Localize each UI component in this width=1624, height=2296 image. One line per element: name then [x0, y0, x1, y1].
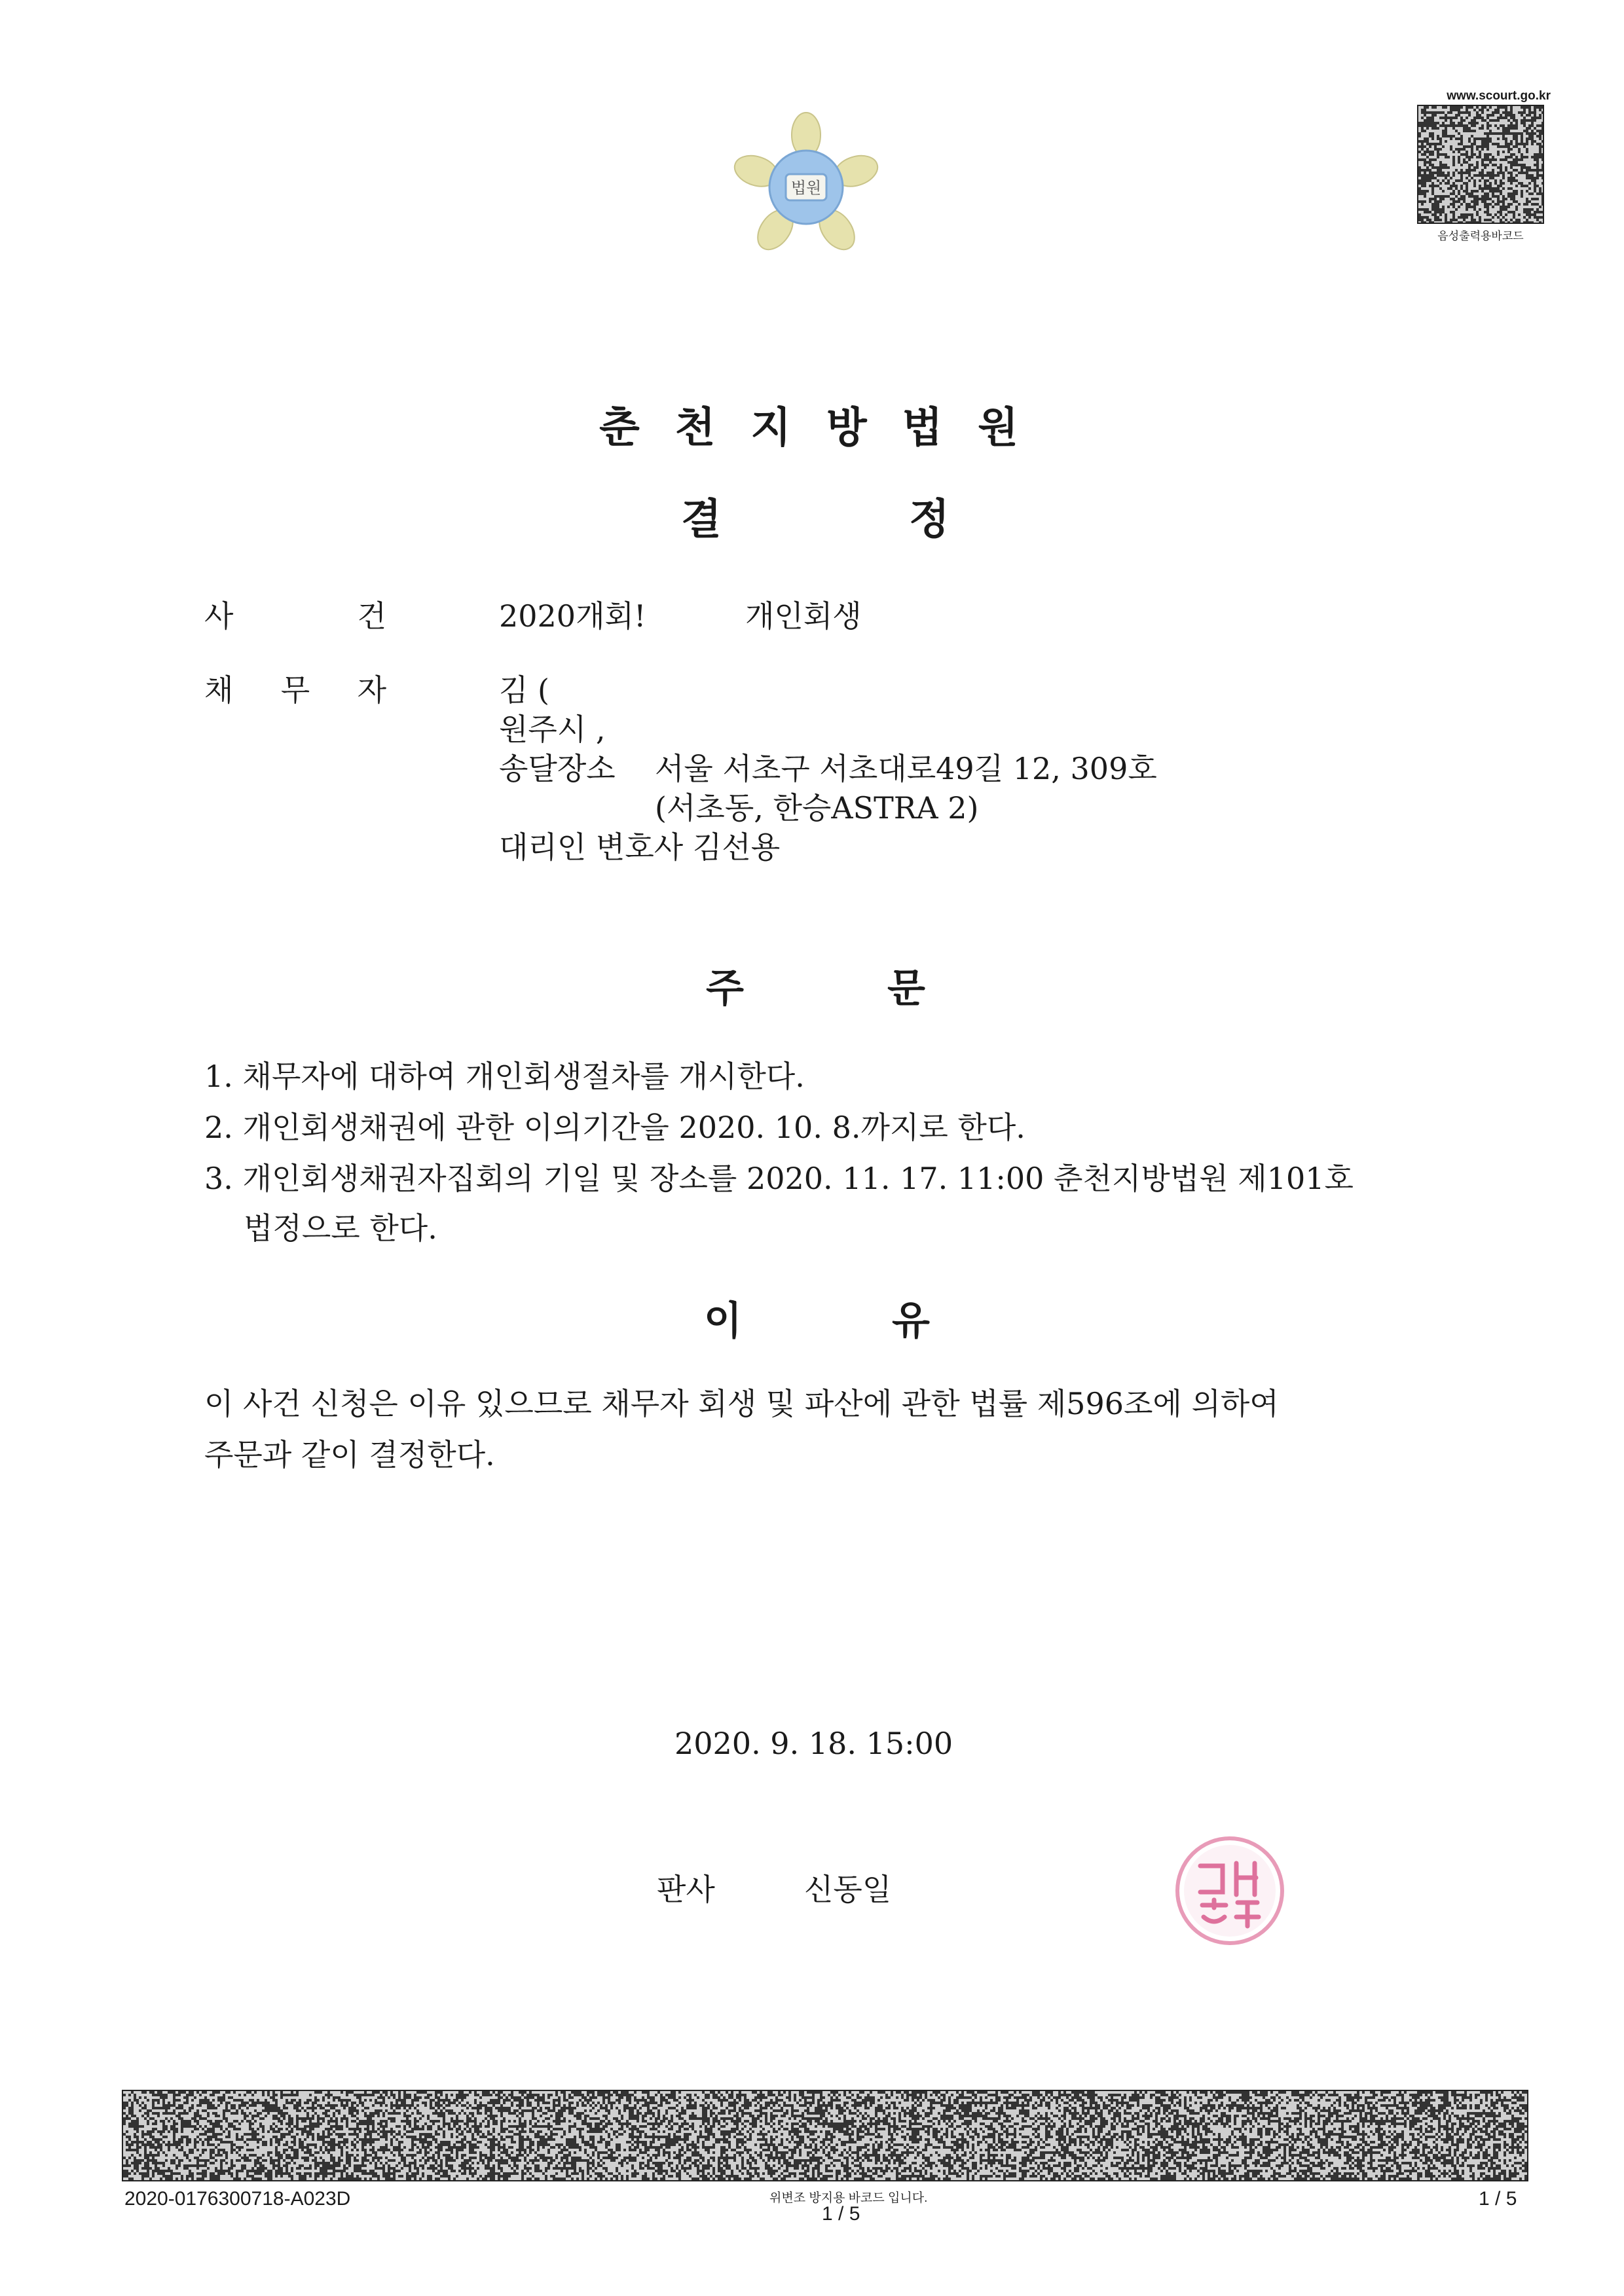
order-heading: 주 문: [706, 966, 925, 1011]
case-type: 개인회생: [745, 598, 862, 634]
page-number-center: 1 / 5: [822, 2203, 860, 2225]
voice-output-barcode: [1417, 105, 1544, 224]
order-item: 2. 개인회생채권에 관한 이의기간을 2020. 10. 8.까지로 한다.: [204, 1110, 1025, 1145]
order-item: 1. 채무자에 대하여 개인회생절차를 개시한다.: [204, 1059, 805, 1094]
debtor-label: 채 무 자: [204, 672, 386, 708]
order-item-continuation: 법정으로 한다.: [244, 1211, 437, 1246]
judge-title: 판사: [657, 1872, 715, 1907]
order-item: 3. 개인회생채권자집회의 기일 및 장소를 2020. 11. 17. 11:00 춘천지방법원 제101호: [204, 1161, 1354, 1196]
case-label: 사 건: [204, 598, 386, 634]
page-number-right: 1 / 5: [1479, 2188, 1517, 2210]
court-name: 춘 천 지 방 법 원: [599, 404, 1018, 452]
reason-line: 주문과 같이 결정한다.: [204, 1437, 495, 1472]
site-url: www.scourt.go.kr: [1447, 89, 1551, 103]
judge-name: 신동일: [804, 1872, 892, 1907]
barcode-note: 위변조 방지용 바코드 입니다.: [769, 2191, 928, 2205]
debtor-address: 원주시 ,: [499, 712, 606, 747]
document-id: 2020-0176300718-A023D: [124, 2188, 351, 2210]
barcode-caption: 음성출력용바코드: [1437, 230, 1524, 243]
agent: 대리인 변호사 김선용: [499, 829, 781, 865]
anti-forgery-barcode: [122, 2090, 1528, 2181]
reason-heading: 이 유: [704, 1298, 930, 1344]
delivery-address: 서울 서초구 서초대로49길 12, 309호: [655, 751, 1157, 786]
reason-line: 이 사건 신청은 이유 있으므로 채무자 회생 및 파산에 관한 법률 제596조에 의하여: [204, 1386, 1279, 1421]
judge-seal-stamp: [1171, 1832, 1289, 1950]
case-number: 2020개회!: [499, 598, 646, 634]
decision-date: 2020. 9. 18. 15:00: [674, 1726, 953, 1761]
delivery-label: 송달장소: [499, 751, 616, 786]
debtor-name: 김 (: [499, 672, 550, 708]
document-type: 결 정: [681, 496, 950, 544]
court-emblem-icon: [732, 110, 880, 254]
delivery-address-detail: (서초동, 한승ASTRA 2): [655, 790, 979, 826]
emblem-text: 법원: [790, 179, 822, 197]
